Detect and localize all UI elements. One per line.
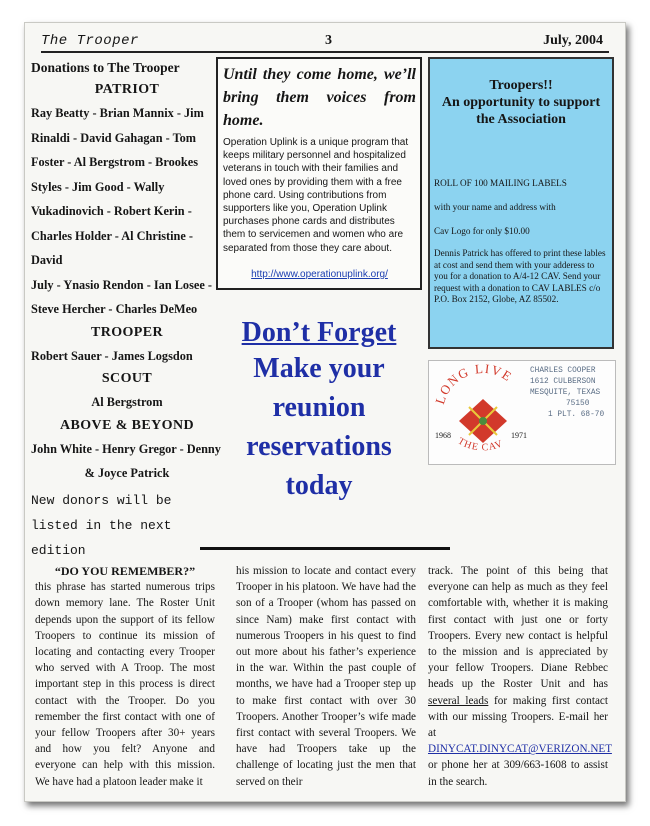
logo-year-left: 1968 [435,431,451,440]
support-heading-line: Troopers!! [489,78,553,93]
trooper-heading: TROOPER [90,324,164,340]
reminder-line: Make your [253,353,385,384]
article-underlined-text: several leads [428,694,489,707]
article-column-1 [35,563,215,790]
donations-title: Donations to The Trooper [31,60,180,75]
note-line: New donors will be [31,492,172,508]
donor-line: Styles - Jim Good - Wally [31,179,165,194]
article-text: or phone her at 309/663-1608 to assist in the search. [428,759,608,788]
sample-mailing-label [428,360,616,465]
reminder-line: reunion [272,392,366,423]
page-header [41,33,609,51]
donor-line: John White - Henry Gregor - Denny [31,441,221,456]
address-line: 1 PLT. 68-70 [548,411,605,419]
newsletter-page [24,22,626,802]
labels-offer: Dennis Patrick has offered to print these lables at cost and send them with your adderess to you for a donation to A/4-12 CAV. Send your request with a donation to CAV LABLES c/o P.O. Box 2152, Globe, AZ 85502. [434,248,606,304]
reminder-line: reservations [246,431,392,462]
address-line: MESQUITE, TEXAS [530,389,601,397]
uplink-heading-line: home. [223,112,264,129]
support-association-box [428,57,614,349]
reunion-reminder [216,317,422,505]
donor-line: Foster - Al Bergstrom - Brookes [31,155,199,169]
cav-shield-icon [459,399,507,443]
logo-top-text: LONG LIVE [432,361,516,406]
support-heading [430,77,612,128]
donor-line: Charles Holder - Al Christine - David [31,228,194,267]
uplink-heading-line: Until they come home, we’ll [223,66,416,83]
article-text: track. The point of this being that everyone can help as much as they feel comfortable with, whether it is making first contact with just one or forty Troopers. Every new contact is helpful to the mission and is appreciated by your fellow Troopers. Diane Rebbec heads up the Roster Unit and has [428,565,608,691]
new-donors-note [31,488,223,563]
address-line: 1612 CULBERSON [530,378,596,386]
article-column-2 [236,563,416,790]
address-line: CHARLES COOPER [530,367,596,375]
donor-line: Al Bergstrom [91,395,163,409]
note-line: edition [31,542,86,558]
article-text: his mission to locate and contact every Trooper in his platoon. We have had the son of a Trooper (whom has passed on since Nam) make first contact with numerous Troopers in his quest to find out more about his father’s experience in the war. Within the past couple of months, we have had a Trooper step up to make first contact with over 30 Troopers. Another Trooper’s wife made first contact with several Troopers. We have had Troopers take up the challenge of locating just the men that served on their [236,565,416,788]
label-address [530,366,604,421]
patriot-heading: PATRIOT [94,82,160,97]
support-heading-line: An opportunity to support [441,95,601,110]
support-heading-line: the Association [476,112,566,127]
above-beyond-heading: ABOVE & BEYOND [60,417,194,433]
labels-roll: ROLL OF 100 MAILING LABELS [434,178,567,188]
labels-price: Cav Logo for only $10.00 [434,226,530,236]
uplink-link[interactable]: http://www.operationuplink.org/ [251,268,388,280]
article-text: for making first contact with our missing Troopers. E-mail her at [428,694,608,740]
contact-email-link[interactable]: DINYCAT.DINYCAT@VERIZON.NET [428,743,612,756]
newsletter-title: The Trooper [41,33,139,49]
note-line: listed in the next [31,517,172,533]
article-divider [200,547,450,550]
article-text: this phrase has started numerous trips down memory lane. The Roster Unit depends upon the support of its fellow Troopers to continue its mission of locating and contacting every Trooper who served with A Troop. The most important step in this process is direct contact with the Trooper. Do you remember the first contact with one of your fellow Troopers after 30+ years and how you felt? Anyone and everyone can help with this mission. We have had a platoon leader make it [35,581,215,788]
donor-line: Vukadinovich - Robert Kerin - [31,204,192,218]
logo-year-right: 1971 [511,431,527,440]
article-column-3 [428,563,612,790]
article-title: “DO YOU REMEMBER?” [54,564,196,578]
scout-heading: SCOUT [101,371,153,386]
address-line: 75150 [566,400,590,408]
page-number: 3 [325,33,332,48]
reminder-line: today [285,470,353,501]
donor-line: Rinaldi - David Gahagan - Tom [31,130,197,145]
header-rule [41,51,609,53]
uplink-heading-line: bring them voices from [223,89,416,106]
operation-uplink-box [216,57,422,290]
issue-date: July, 2004 [543,33,603,48]
donor-line: Steve Hercher - Charles DeMeo [31,302,198,316]
logo-bottom-text: THE CAV [455,435,506,454]
donor-line: & Joyce Patrick [84,466,170,480]
donor-line: Ray Beatty - Brian Mannix - Jim [31,106,204,120]
donor-line: Robert Sauer - James Logsdon [31,348,193,363]
donor-line: July - Ynasio Rendon - Ian Losee - [31,277,212,292]
donations-column [31,57,223,563]
uplink-body: Operation Uplink is a unique program that keeps military personnel and hospitalized veterans in touch with their families and loved ones by providing them with a free phone card. Using contributions from supporters like you, Operation Uplink purchases phone cards and distributes them to servicemen and women who are separated from those they care about. [223,137,409,254]
labels-with: with your name and address with [434,202,556,212]
reminder-line: Don’t Forget [241,317,397,348]
